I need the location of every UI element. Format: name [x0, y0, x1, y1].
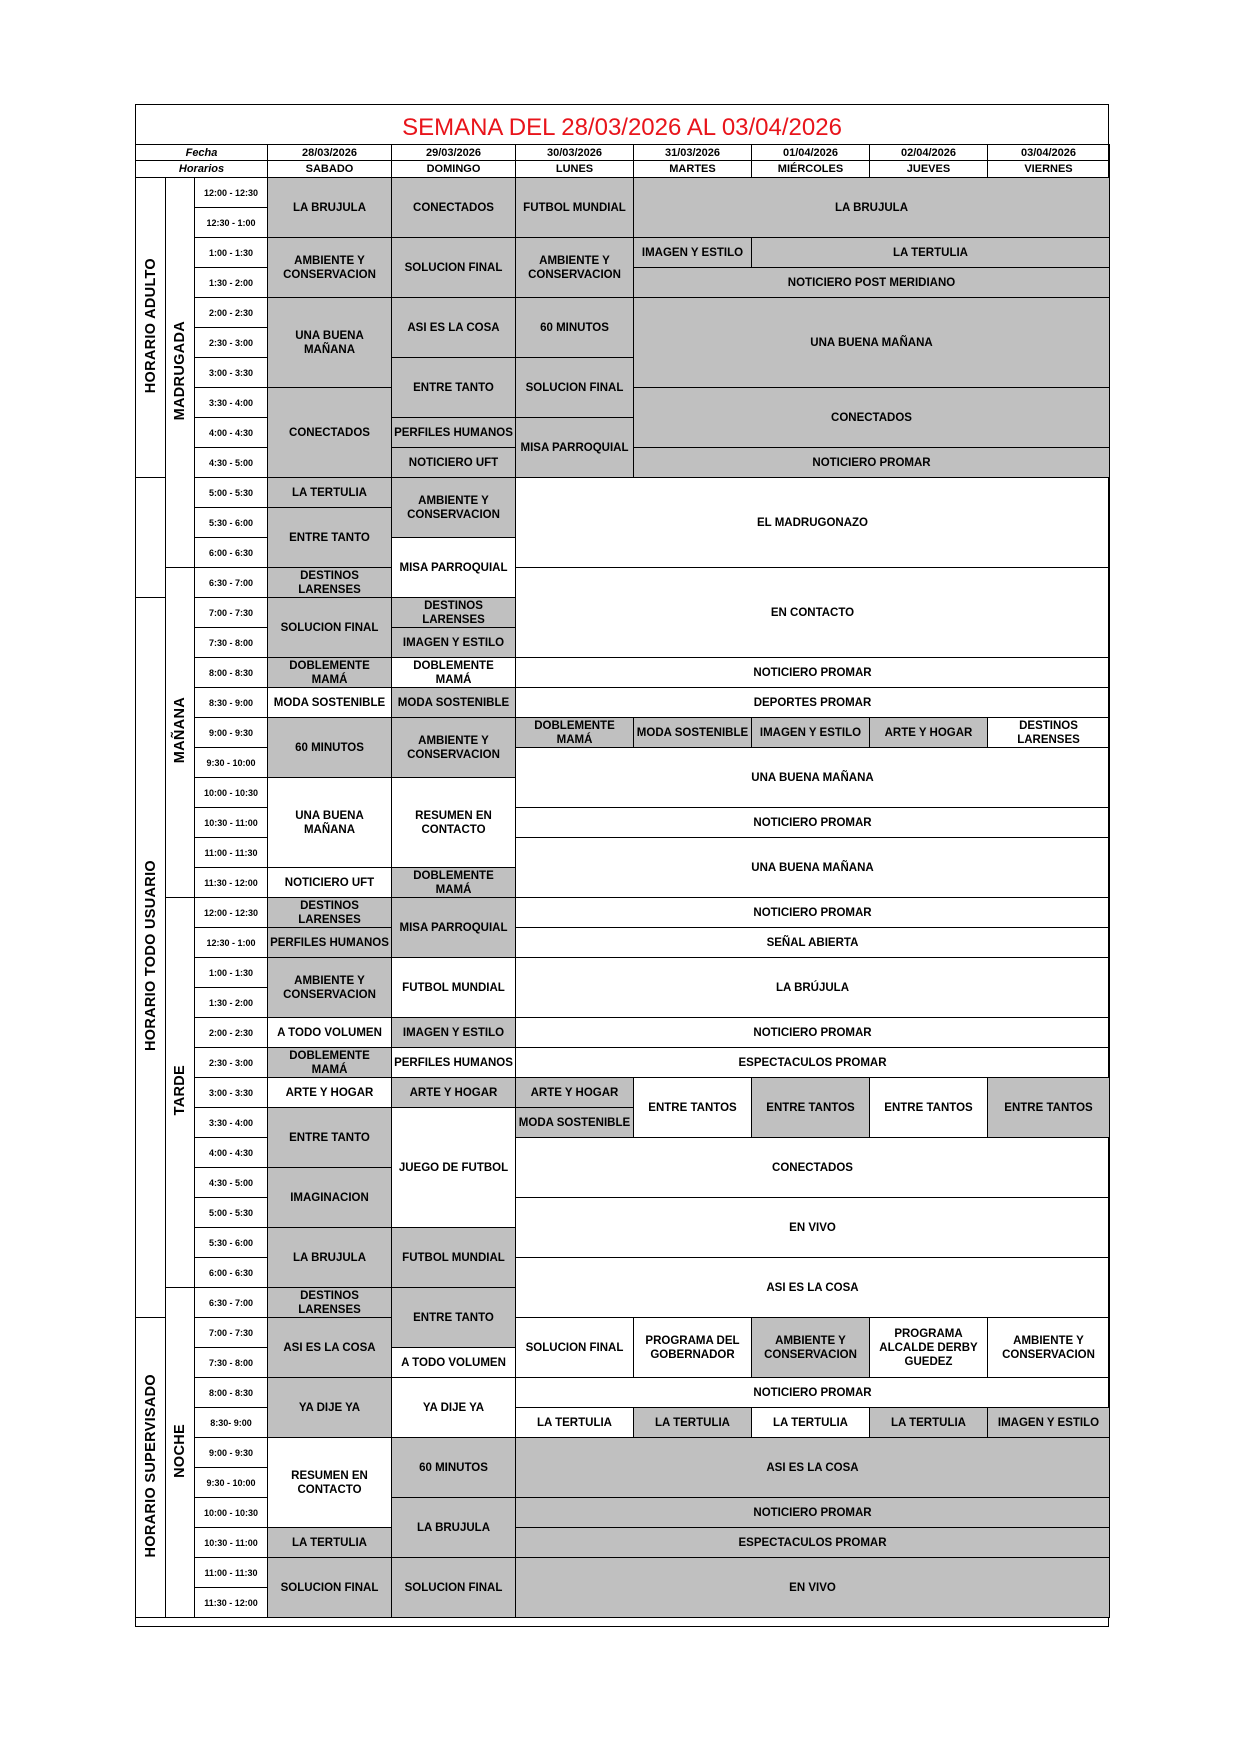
program-cell: MODA SOSTENIBLE	[634, 718, 752, 748]
classification-all-users-text: HORARIO TODO USUARIO	[142, 859, 159, 1052]
day-header: SABADO	[268, 161, 392, 178]
program-cell: PROGRAMA DEL GOBERNADOR	[634, 1318, 752, 1378]
program-cell: MODA SOSTENIBLE	[516, 1108, 634, 1138]
time-slot: 4:00 - 4:30	[195, 418, 268, 448]
time-slot: 12:30 - 1:00	[195, 928, 268, 958]
time-slot: 5:30 - 6:00	[195, 1228, 268, 1258]
time-slot-row	[136, 1018, 1110, 1048]
program-cell: IMAGEN Y ESTILO	[988, 1408, 1110, 1438]
program-cell: DEPORTES PROMAR	[516, 688, 1110, 718]
program-cell: DOBLEMENTE MAMÁ	[268, 1048, 392, 1078]
program-cell: LA BRÚJULA	[516, 958, 1110, 1018]
time-slot-row	[136, 928, 1110, 958]
period-tarde-text: TARDE	[172, 1065, 188, 1116]
time-slot: 4:00 - 4:30	[195, 1138, 268, 1168]
time-slot: 10:30 - 11:00	[195, 1528, 268, 1558]
time-slot: 9:00 - 9:30	[195, 718, 268, 748]
program-cell: NOTICIERO PROMAR	[516, 1498, 1110, 1528]
time-slot: 12:00 - 12:30	[195, 178, 268, 208]
program-cell: CONECTADOS	[634, 388, 1110, 448]
program-cell: NOTICIERO UFT	[268, 868, 392, 898]
fecha-label: Fecha	[136, 145, 268, 161]
program-cell: IMAGEN Y ESTILO	[634, 238, 752, 268]
period-tarde	[166, 898, 195, 1288]
time-slot-row	[136, 1318, 1110, 1348]
time-slot: 11:30 - 12:00	[195, 868, 268, 898]
program-cell: ENTRE TANTOS	[752, 1078, 870, 1138]
time-slot: 4:30 - 5:00	[195, 448, 268, 478]
period-manana-text: MAÑANA	[172, 697, 188, 764]
time-slot: 12:30 - 1:00	[195, 208, 268, 238]
classification-supervised-text: HORARIO SUPERVISADO	[142, 1373, 159, 1558]
time-slot: 9:30 - 10:00	[195, 748, 268, 778]
time-slot: 3:30 - 4:00	[195, 388, 268, 418]
program-cell: ENTRE TANTOS	[870, 1078, 988, 1138]
program-cell: SOLUCION FINAL	[392, 1558, 516, 1618]
program-cell: ENTRE TANTO	[392, 358, 516, 418]
time-slot-row	[136, 298, 1110, 328]
program-cell: UNA BUENA MAÑANA	[268, 778, 392, 868]
program-cell: AMBIENTE Y CONSERVACION	[268, 958, 392, 1018]
period-noche	[166, 1288, 195, 1618]
program-cell: ENTRE TANTOS	[988, 1078, 1110, 1138]
program-cell: IMAGINACION	[268, 1168, 392, 1228]
program-cell: EN CONTACTO	[516, 568, 1110, 658]
time-slot: 2:30 - 3:00	[195, 328, 268, 358]
program-cell: LA TERTULIA	[752, 238, 1110, 268]
day-header: DOMINGO	[392, 161, 516, 178]
day-header: MARTES	[634, 161, 752, 178]
time-slot: 6:00 - 6:30	[195, 538, 268, 568]
classification-supervised	[136, 1318, 166, 1618]
program-cell: MODA SOSTENIBLE	[392, 688, 516, 718]
program-cell: DOBLEMENTE MAMÁ	[516, 718, 634, 748]
time-slot-row	[136, 178, 1110, 208]
period-madrugada-text: MADRUGADA	[172, 320, 188, 421]
time-slot: 11:30 - 12:00	[195, 1588, 268, 1618]
program-cell: DESTINOS LARENSES	[268, 1288, 392, 1318]
program-cell: SOLUCION FINAL	[268, 1558, 392, 1618]
time-slot: 10:00 - 10:30	[195, 778, 268, 808]
date-header-row	[136, 145, 1110, 161]
program-cell: YA DIJE YA	[392, 1378, 516, 1438]
program-cell: ARTE Y HOGAR	[268, 1078, 392, 1108]
day-header-row	[136, 161, 1110, 178]
time-slot-row	[136, 1558, 1110, 1588]
program-cell: ENTRE TANTO	[268, 508, 392, 568]
program-cell: NOTICIERO PROMAR	[516, 808, 1110, 838]
program-cell: DESTINOS LARENSES	[988, 718, 1110, 748]
day-header: JUEVES	[870, 161, 988, 178]
program-cell: PERFILES HUMANOS	[392, 418, 516, 448]
time-slot: 5:00 - 5:30	[195, 1198, 268, 1228]
program-cell: UNA BUENA MAÑANA	[634, 298, 1110, 388]
time-slot: 11:00 - 11:30	[195, 838, 268, 868]
date-header: 03/04/2026	[988, 145, 1110, 161]
time-slot: 10:00 - 10:30	[195, 1498, 268, 1528]
program-cell: MISA PARROQUIAL	[516, 418, 634, 478]
program-cell: ARTE Y HOGAR	[870, 718, 988, 748]
time-slot: 6:30 - 7:00	[195, 568, 268, 598]
program-cell: AMBIENTE Y CONSERVACION	[392, 478, 516, 538]
program-cell: ESPECTACULOS PROMAR	[516, 1528, 1110, 1558]
program-cell: MODA SOSTENIBLE	[268, 688, 392, 718]
program-cell: EL MADRUGONAZO	[516, 478, 1110, 568]
time-slot: 5:30 - 6:00	[195, 508, 268, 538]
date-header: 29/03/2026	[392, 145, 516, 161]
program-cell: DOBLEMENTE MAMÁ	[392, 658, 516, 688]
program-cell: A TODO VOLUMEN	[268, 1018, 392, 1048]
program-cell: FUTBOL MUNDIAL	[392, 1228, 516, 1288]
program-cell: LA TERTULIA	[870, 1408, 988, 1438]
time-slot-row	[136, 568, 1110, 598]
program-cell: ENTRE TANTO	[392, 1288, 516, 1348]
program-cell: LA BRUJULA	[392, 1498, 516, 1558]
time-slot: 1:00 - 1:30	[195, 958, 268, 988]
time-slot: 7:30 - 8:00	[195, 628, 268, 658]
time-slot-row	[136, 478, 1110, 508]
program-cell: DESTINOS LARENSES	[268, 898, 392, 928]
program-cell: NOTICIERO PROMAR	[516, 1018, 1110, 1048]
time-slot-row	[136, 898, 1110, 928]
program-cell: LA TERTULIA	[268, 478, 392, 508]
program-cell: NOTICIERO PROMAR	[516, 1378, 1110, 1408]
program-cell: LA BRUJULA	[268, 178, 392, 238]
program-cell: ENTRE TANTO	[268, 1108, 392, 1168]
program-cell: SOLUCION FINAL	[516, 1318, 634, 1378]
classification-adult-text: HORARIO ADULTO	[142, 257, 159, 394]
time-slot: 11:00 - 11:30	[195, 1558, 268, 1588]
program-cell: IMAGEN Y ESTILO	[392, 1018, 516, 1048]
day-header: LUNES	[516, 161, 634, 178]
time-slot: 1:30 - 2:00	[195, 268, 268, 298]
period-noche-text: NOCHE	[172, 1423, 188, 1478]
program-cell: LA TERTULIA	[516, 1408, 634, 1438]
program-cell: AMBIENTE Y CONSERVACION	[392, 718, 516, 778]
time-slot-row	[136, 658, 1110, 688]
time-slot: 1:00 - 1:30	[195, 238, 268, 268]
program-cell: JUEGO DE FUTBOL	[392, 1108, 516, 1228]
time-slot: 3:00 - 3:30	[195, 1078, 268, 1108]
program-cell: A TODO VOLUMEN	[392, 1348, 516, 1378]
program-cell: IMAGEN Y ESTILO	[752, 718, 870, 748]
program-cell: ASI ES LA COSA	[516, 1258, 1110, 1318]
classification-adult	[136, 178, 166, 478]
program-cell: UNA BUENA MAÑANA	[268, 298, 392, 388]
program-cell: SOLUCION FINAL	[392, 238, 516, 298]
time-slot: 10:30 - 11:00	[195, 808, 268, 838]
program-cell: EN VIVO	[516, 1558, 1110, 1618]
time-slot: 9:30 - 10:00	[195, 1468, 268, 1498]
program-cell: DESTINOS LARENSES	[268, 568, 392, 598]
time-slot: 9:00 - 9:30	[195, 1438, 268, 1468]
time-slot-row	[136, 1378, 1110, 1408]
program-cell: DOBLEMENTE MAMÁ	[268, 658, 392, 688]
day-header: MIÉRCOLES	[752, 161, 870, 178]
program-cell: PERFILES HUMANOS	[268, 928, 392, 958]
program-cell: 60 MINUTOS	[392, 1438, 516, 1498]
program-cell: MISA PARROQUIAL	[392, 538, 516, 598]
program-cell: 60 MINUTOS	[268, 718, 392, 778]
program-cell: ARTE Y HOGAR	[516, 1078, 634, 1108]
program-cell: AMBIENTE Y CONSERVACION	[516, 238, 634, 298]
program-cell: ASI ES LA COSA	[392, 298, 516, 358]
program-cell: ASI ES LA COSA	[516, 1438, 1110, 1498]
program-cell: LA BRUJULA	[268, 1228, 392, 1288]
time-slot-row	[136, 958, 1110, 988]
classification-blank	[136, 478, 166, 598]
program-cell: 60 MINUTOS	[516, 298, 634, 358]
time-slot: 6:00 - 6:30	[195, 1258, 268, 1288]
date-header: 30/03/2026	[516, 145, 634, 161]
time-slot-row	[136, 238, 1110, 268]
program-cell: EN VIVO	[516, 1198, 1110, 1258]
program-cell: CONECTADOS	[392, 178, 516, 238]
program-cell: NOTICIERO POST MERIDIANO	[634, 268, 1110, 298]
program-cell: ASI ES LA COSA	[268, 1318, 392, 1378]
program-cell: ENTRE TANTOS	[634, 1078, 752, 1138]
time-slot: 5:00 - 5:30	[195, 478, 268, 508]
program-cell: LA TERTULIA	[268, 1528, 392, 1558]
program-cell: CONECTADOS	[516, 1138, 1110, 1198]
program-cell: ESPECTACULOS PROMAR	[516, 1048, 1110, 1078]
program-cell: AMBIENTE Y CONSERVACION	[268, 238, 392, 298]
program-cell: NOTICIERO PROMAR	[516, 898, 1110, 928]
time-slot: 7:00 - 7:30	[195, 598, 268, 628]
time-slot-row	[136, 1528, 1110, 1558]
program-cell: RESUMEN EN CONTACTO	[268, 1438, 392, 1528]
time-slot-row	[136, 688, 1110, 718]
time-slot: 12:00 - 12:30	[195, 898, 268, 928]
program-cell: RESUMEN EN CONTACTO	[392, 778, 516, 868]
time-slot: 8:00 - 8:30	[195, 1378, 268, 1408]
program-cell: FUTBOL MUNDIAL	[516, 178, 634, 238]
program-cell: LA BRUJULA	[634, 178, 1110, 238]
period-madrugada	[166, 178, 195, 568]
program-cell: IMAGEN Y ESTILO	[392, 628, 516, 658]
time-slot: 7:00 - 7:30	[195, 1318, 268, 1348]
program-cell: ARTE Y HOGAR	[392, 1078, 516, 1108]
date-header: 01/04/2026	[752, 145, 870, 161]
program-cell: PROGRAMA ALCALDE DERBY GUEDEZ	[870, 1318, 988, 1378]
program-cell: SEÑAL ABIERTA	[516, 928, 1110, 958]
program-cell: CONECTADOS	[268, 388, 392, 478]
date-header: 31/03/2026	[634, 145, 752, 161]
time-slot-row	[136, 1048, 1110, 1078]
program-cell: LA TERTULIA	[634, 1408, 752, 1438]
program-cell: UNA BUENA MAÑANA	[516, 838, 1110, 898]
day-header: VIERNES	[988, 161, 1110, 178]
time-slot-row	[136, 1078, 1110, 1108]
period-manana	[166, 568, 195, 898]
program-cell: PERFILES HUMANOS	[392, 1048, 516, 1078]
classification-all-users	[136, 598, 166, 1318]
program-cell: UNA BUENA MAÑANA	[516, 748, 1110, 808]
time-slot: 1:30 - 2:00	[195, 988, 268, 1018]
time-slot: 6:30 - 7:00	[195, 1288, 268, 1318]
time-slot: 2:00 - 2:30	[195, 298, 268, 328]
program-cell: FUTBOL MUNDIAL	[392, 958, 516, 1018]
time-slot: 7:30 - 8:00	[195, 1348, 268, 1378]
program-cell: MISA PARROQUIAL	[392, 898, 516, 958]
time-slot: 4:30 - 5:00	[195, 1168, 268, 1198]
program-cell: AMBIENTE Y CONSERVACION	[988, 1318, 1110, 1378]
time-slot: 8:30- 9:00	[195, 1408, 268, 1438]
time-slot: 2:30 - 3:00	[195, 1048, 268, 1078]
program-cell: SOLUCION FINAL	[516, 358, 634, 418]
program-cell: NOTICIERO PROMAR	[634, 448, 1110, 478]
program-cell: DESTINOS LARENSES	[392, 598, 516, 628]
program-cell: SOLUCION FINAL	[268, 598, 392, 658]
program-cell: DOBLEMENTE MAMÁ	[392, 868, 516, 898]
time-slot: 8:30 - 9:00	[195, 688, 268, 718]
date-header: 28/03/2026	[268, 145, 392, 161]
horarios-label: Horarios	[136, 161, 268, 178]
time-slot-row	[136, 718, 1110, 748]
time-slot: 3:00 - 3:30	[195, 358, 268, 388]
program-cell: NOTICIERO UFT	[392, 448, 516, 478]
program-cell: AMBIENTE Y CONSERVACION	[752, 1318, 870, 1378]
page-title: SEMANA DEL 28/03/2026 AL 03/04/2026	[402, 114, 842, 141]
schedule-table	[135, 144, 1110, 1618]
program-cell: YA DIJE YA	[268, 1378, 392, 1438]
date-header: 02/04/2026	[870, 145, 988, 161]
time-slot: 2:00 - 2:30	[195, 1018, 268, 1048]
time-slot-row	[136, 1438, 1110, 1468]
time-slot: 8:00 - 8:30	[195, 658, 268, 688]
program-cell: NOTICIERO PROMAR	[516, 658, 1110, 688]
program-cell: LA TERTULIA	[752, 1408, 870, 1438]
time-slot: 3:30 - 4:00	[195, 1108, 268, 1138]
